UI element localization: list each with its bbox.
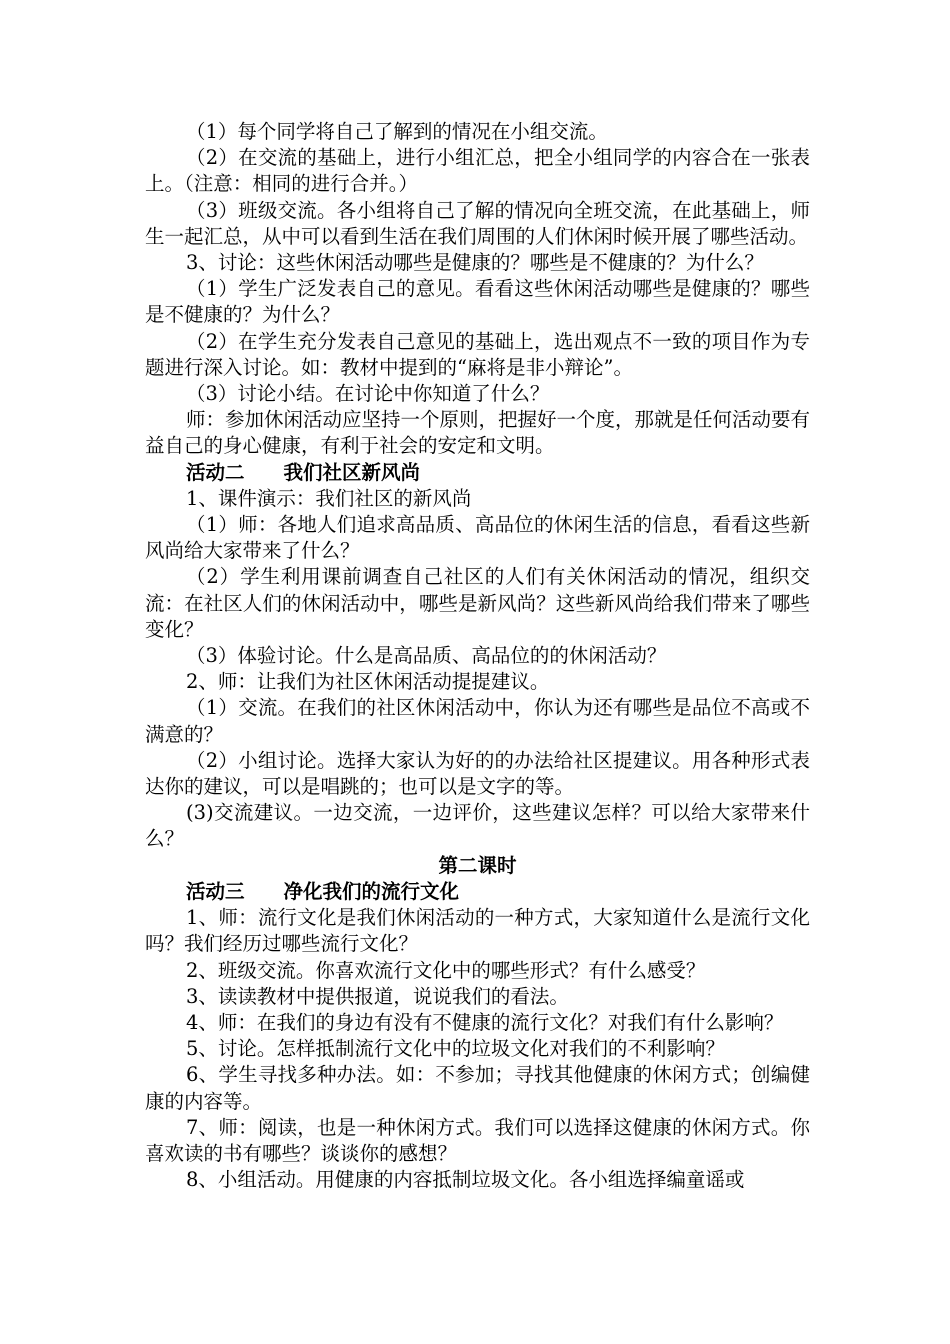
activity-heading: 活动二 我们社区新风尚 — [186, 460, 421, 484]
paragraph: 师：参加休闲活动应坚持一个原则，把握好一个度，那就是任何活动要有益自己的身心健康，有利于社会的安定和文明。 — [145, 408, 811, 458]
lesson-title: 第二课时 — [438, 853, 517, 877]
paragraph: （1）每个同学将自己了解到的情况在小组交流。 — [186, 120, 608, 143]
paragraph: （3）体验讨论。什么是高品质、高品位的的休闲活动？ — [186, 644, 667, 668]
paragraph: 4、师：在我们的身边有没有不健康的流行文化？对我们有什么影响？ — [186, 1010, 784, 1034]
paragraph: 1、师：流行文化是我们休闲活动的一种方式，大家知道什么是流行文化吗？我们经历过哪些流行文化？ — [145, 906, 810, 956]
paragraph: （3）讨论小结。在讨论中你知道了什么？ — [186, 382, 550, 406]
paragraph: （1）师：各地人们追求高品质、高品位的休闲生活的信息，看看这些新风尚给大家带来了什么？ — [145, 513, 810, 563]
document-page — [145, 119, 810, 1193]
paragraph: 1、课件演示：我们社区的新风尚 — [186, 486, 472, 510]
paragraph: （2）小组讨论。选择大家认为好的的办法给社区提建议。用各种形式表达你的建议，可以是唱跳的；也可以是文字的等。 — [145, 748, 810, 799]
paragraph: （2）在交流的基础上，进行小组汇总，把全小组同学的内容合在一张表上。（注意：相同的进行合并。） — [145, 146, 810, 196]
paragraph: 5、讨论。怎样抵制流行文化中的垃圾文化对我们的不利影响？ — [186, 1037, 725, 1061]
paragraph: 3、讨论：这些休闲活动哪些是健康的？哪些是不健康的？为什么？ — [186, 251, 764, 275]
paragraph: 3、读读教材中提供报道，说说我们的看法。 — [186, 984, 569, 1008]
paragraph: (3)交流建议。一边交流，一边评价，这些建议怎样？可以给大家带来什么？ — [145, 801, 810, 851]
activity-heading: 活动三 净化我们的流行文化 — [186, 879, 460, 903]
paragraph: （2）在学生充分发表自己意见的基础上，选出观点不一致的项目作为专题进行深入讨论。如：教材中提到的“麻将是非小辩论”。 — [145, 329, 810, 379]
paragraph: 6、学生寻找多种办法。如：不参加；寻找其他健康的休闲方式；创编健康的内容等。 — [145, 1063, 810, 1113]
paragraph: 7、师：阅读，也是一种休闲方式。我们可以选择这健康的休闲方式。你喜欢读的书有哪些？谈谈你的感想？ — [145, 1115, 810, 1165]
paragraph: （1）学生广泛发表自己的意见。看看这些休闲活动哪些是健康的？哪些是不健康的？为什么？ — [145, 277, 810, 327]
paragraph: 8、小组活动。用健康的内容抵制垃圾文化。各小组选择编童谣或 — [186, 1168, 745, 1192]
paragraph: （3）班级交流。各小组将自己了解的情况向全班交流，在此基础上，师生一起汇总，从中可以看到生活在我们周围的人们休闲时候开展了哪些活动。 — [145, 198, 810, 248]
paragraph: 2、师：让我们为社区休闲活动提提建议。 — [186, 670, 550, 694]
paragraph: （1）交流。在我们的社区休闲活动中，你认为还有哪些是品位不高或不满意的？ — [145, 696, 810, 746]
paragraph: 2、班级交流。你喜欢流行文化中的哪些形式？有什么感受？ — [186, 958, 706, 982]
paragraph: （2）学生利用课前调查自己社区的人们有关休闲活动的情况，组织交流：在社区人们的休闲活动中，哪些是新风尚？这些新风尚给我们带来了哪些变化？ — [145, 565, 810, 641]
